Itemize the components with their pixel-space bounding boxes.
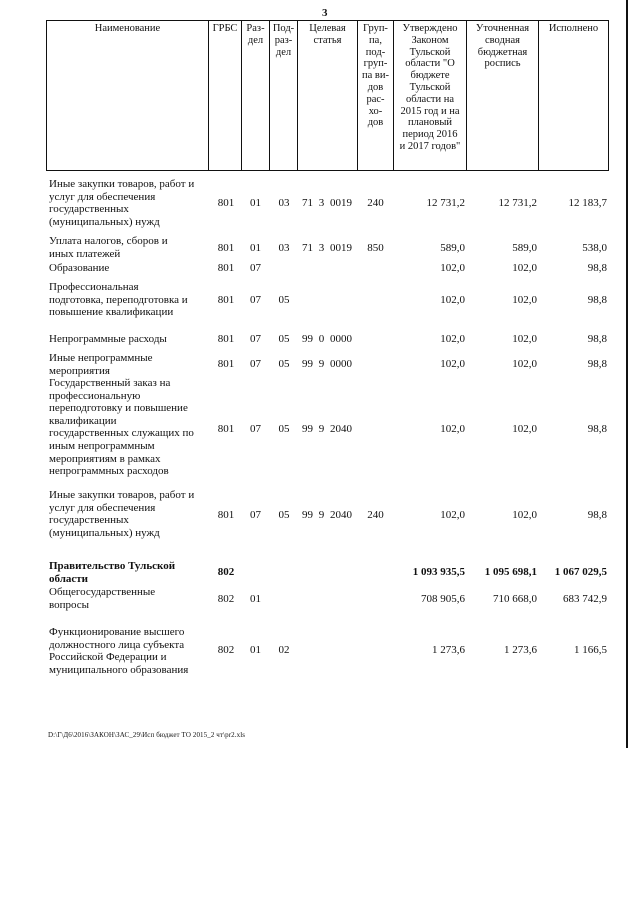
row-target-article: 99 9 0000: [302, 358, 352, 370]
row-approved: 102,0: [440, 294, 465, 306]
row-refined: 1 273,6: [504, 644, 537, 656]
row-expense-type: 240: [367, 509, 384, 521]
row-grbs: 801: [217, 333, 235, 345]
table-header-bottom-border: [46, 170, 609, 171]
header-target-article: Целевая статья: [309, 23, 346, 46]
row-refined: 1 095 698,1: [484, 566, 537, 578]
row-grbs: 801: [217, 242, 235, 254]
row-approved: 102,0: [440, 423, 465, 435]
row-refined: 710 668,0: [493, 593, 537, 605]
row-executed: 538,0: [582, 242, 607, 254]
row-razdel: 07: [250, 358, 261, 370]
row-name: Образование: [49, 262, 110, 274]
row-name: Общегосударственные вопросы: [49, 586, 156, 611]
row-grbs: 801: [217, 509, 235, 521]
row-name: Профессиональная подготовка, переподготовка и повышение квалификации: [49, 281, 188, 319]
table-top-border: [46, 20, 609, 21]
row-podrazdel: 03: [278, 197, 290, 209]
row-refined: 12 731,2: [498, 197, 537, 209]
row-approved: 708 905,6: [421, 593, 465, 605]
row-razdel: 01: [250, 242, 261, 254]
row-podrazdel: 03: [278, 242, 290, 254]
column-divider: [208, 20, 209, 171]
row-refined: 102,0: [512, 333, 537, 345]
row-podrazdel: 05: [278, 509, 290, 521]
row-executed: 12 183,7: [568, 197, 607, 209]
row-approved: 102,0: [440, 262, 465, 274]
header-expense-type-group: Груп- па, под- груп- па ви- дов рас- хо- дов: [362, 23, 389, 129]
row-refined: 102,0: [512, 423, 537, 435]
page-edge-line: [626, 0, 628, 748]
row-executed: 683 742,9: [563, 593, 607, 605]
row-razdel: 07: [250, 294, 261, 306]
row-razdel: 01: [250, 593, 261, 605]
row-grbs: 801: [217, 262, 235, 274]
row-grbs: 802: [217, 566, 235, 578]
row-name: Государственный заказ на профессиональную переподготовку и повышение квалификации государственных служащих по иным непрограммным мероприятиям в рамках непрограммных расходов: [49, 377, 194, 478]
row-razdel: 07: [250, 509, 261, 521]
row-grbs: 802: [217, 593, 235, 605]
row-grbs: 801: [217, 423, 235, 435]
header-executed: Исполнено: [548, 23, 599, 34]
row-refined: 102,0: [512, 262, 537, 274]
row-refined: 102,0: [512, 294, 537, 306]
row-refined: 102,0: [512, 509, 537, 521]
row-expense-type: 850: [367, 242, 384, 254]
header-grbs: ГРБС: [212, 23, 238, 34]
row-razdel: 07: [250, 262, 261, 274]
row-approved: 1 093 935,5: [412, 566, 465, 578]
row-refined: 589,0: [512, 242, 537, 254]
row-podrazdel: 02: [278, 644, 290, 656]
row-executed: 98,8: [587, 262, 607, 274]
row-expense-type: 240: [367, 197, 384, 209]
row-name: Иные закупки товаров, работ и услуг для обеспечения государственных (муниципальных) нужд: [49, 489, 195, 539]
header-approved: Утверждено Законом Тульской области "О бюджете Тульской области на 2015 год и на плановый период 2016 и 2017 годов": [399, 23, 461, 152]
row-executed: 1 166,5: [574, 644, 607, 656]
row-razdel: 07: [250, 423, 261, 435]
row-name: Правительство Тульской области: [49, 560, 176, 585]
row-refined: 102,0: [512, 358, 537, 370]
row-approved: 102,0: [440, 358, 465, 370]
row-target-article: 99 0 0000: [302, 333, 352, 345]
row-executed: 98,8: [587, 509, 607, 521]
row-podrazdel: 05: [278, 333, 290, 345]
row-razdel: 01: [250, 197, 261, 209]
table-right-border: [608, 20, 609, 171]
row-target-article: 99 9 2040: [302, 509, 352, 521]
row-name: Непрограммные расходы: [49, 333, 167, 345]
header-refined: Уточненная сводная бюджетная роспись: [475, 23, 530, 70]
row-name: Функционирование высшего должностного лица субъекта Российской Федерации и муниципального образования: [49, 626, 189, 676]
row-podrazdel: 05: [278, 358, 290, 370]
row-approved: 589,0: [440, 242, 465, 254]
page-number: 3: [322, 7, 328, 19]
column-divider: [538, 20, 539, 171]
row-name: Иные непрограммные мероприятия: [49, 352, 153, 377]
row-name: Иные закупки товаров, работ и услуг для обеспечения государственных (муниципальных) нужд: [49, 178, 195, 228]
header-razdel: Раз- дел: [246, 23, 265, 46]
row-razdel: 01: [250, 644, 261, 656]
row-target-article: 71 3 0019: [302, 242, 352, 254]
row-name: Уплата налогов, сборов и иных платежей: [49, 235, 168, 260]
row-executed: 98,8: [587, 423, 607, 435]
table-left-border: [46, 20, 47, 171]
header-name: Наименование: [94, 23, 161, 34]
row-podrazdel: 05: [278, 423, 290, 435]
row-grbs: 801: [217, 197, 235, 209]
row-executed: 98,8: [587, 333, 607, 345]
row-grbs: 802: [217, 644, 235, 656]
row-podrazdel: 05: [278, 294, 290, 306]
row-grbs: 801: [217, 294, 235, 306]
row-executed: 1 067 029,5: [554, 566, 607, 578]
header-podrazdel: Под- раз- дел: [272, 23, 295, 58]
file-path-footer: D:\Г\Д6\2016\ЗАКОН\ЗАС_29\Исп бюджет ТО 2015_2 чт\pr2.xls: [48, 731, 246, 739]
row-executed: 98,8: [587, 294, 607, 306]
row-target-article: 99 9 2040: [302, 423, 352, 435]
row-approved: 1 273,6: [432, 644, 465, 656]
row-approved: 102,0: [440, 333, 465, 345]
row-grbs: 801: [217, 358, 235, 370]
row-razdel: 07: [250, 333, 261, 345]
row-target-article: 71 3 0019: [302, 197, 352, 209]
row-approved: 102,0: [440, 509, 465, 521]
row-executed: 98,8: [587, 358, 607, 370]
row-approved: 12 731,2: [426, 197, 465, 209]
